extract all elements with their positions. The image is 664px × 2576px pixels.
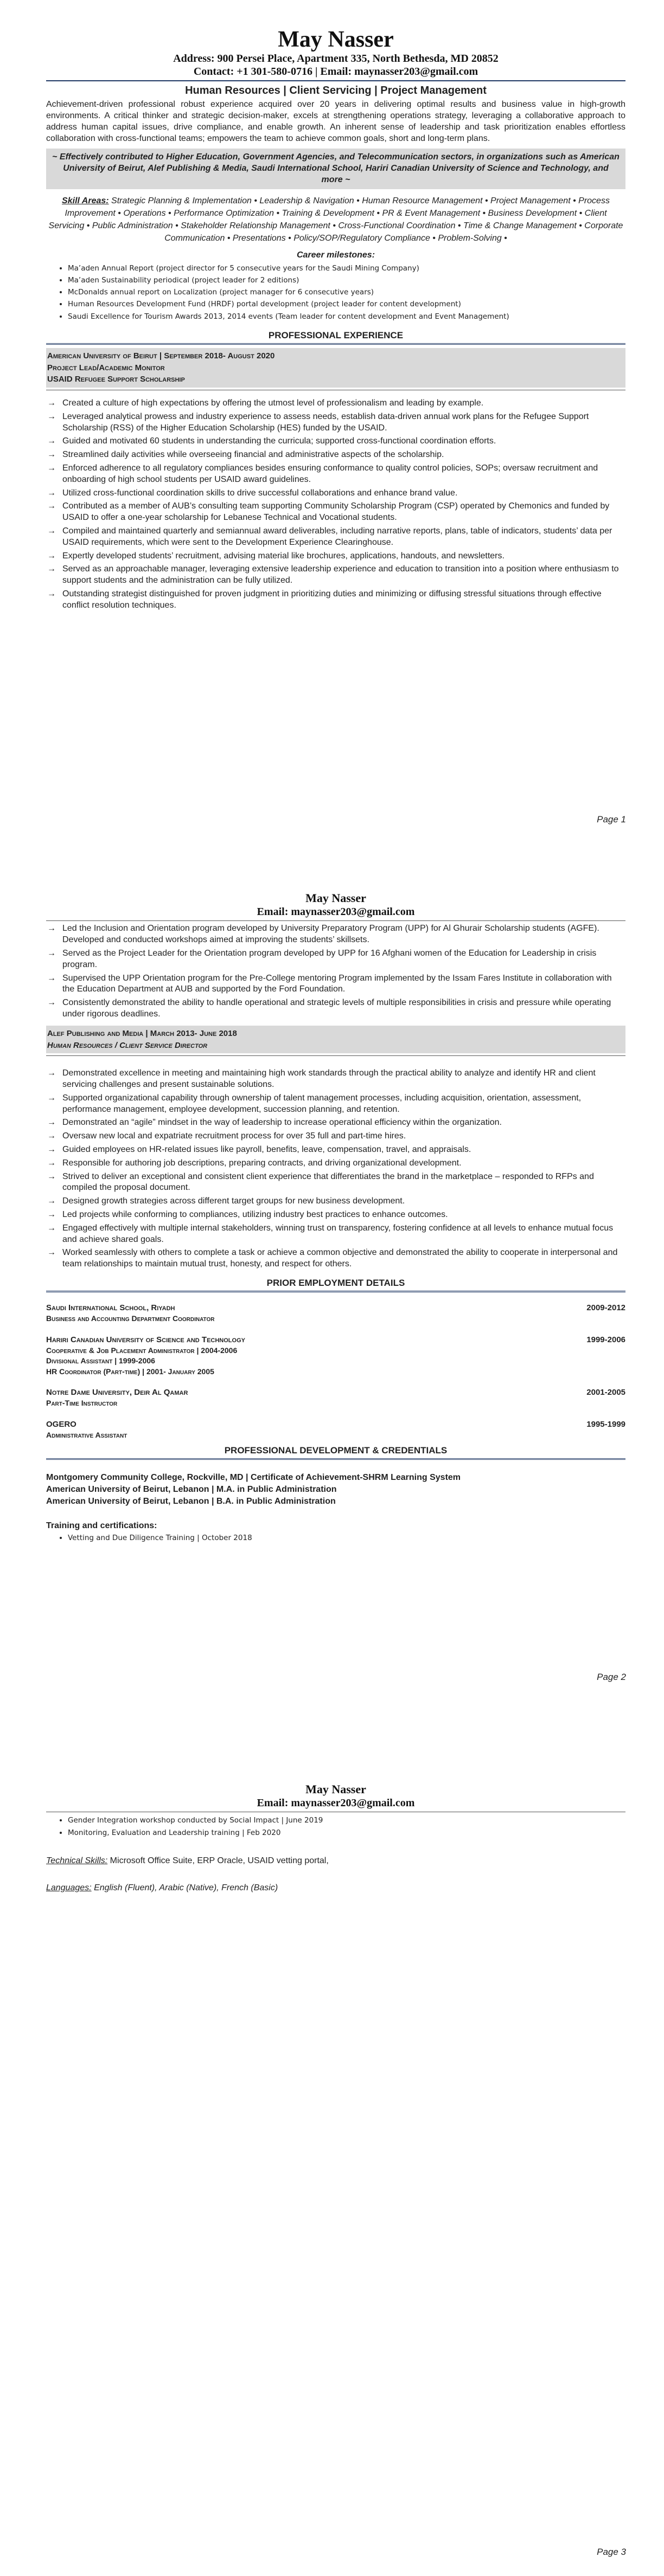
list-item: → Designed growth strategies across different target groups for new business development. <box>46 1196 625 1207</box>
arrow-icon: → <box>47 998 56 1008</box>
list-item: → Oversaw new local and expatriate recruitment process for over 35 full and part-time hires. <box>46 1131 625 1142</box>
training-title: Training and certifications: <box>46 1521 157 1530</box>
job-bullets-aub <box>46 398 625 611</box>
prior-years: 2009-2012 <box>586 1303 625 1313</box>
prior-org: Notre Dame University, Deir Al Qamar <box>46 1388 188 1398</box>
arrow-icon: → <box>47 551 56 561</box>
training-list <box>46 1532 625 1544</box>
job-role: Project Lead/Academic Monitor <box>47 363 165 372</box>
prior-years: 2001-2005 <box>586 1388 625 1398</box>
training-list-continued <box>46 1814 625 1839</box>
prior-role: Part-Time Instructor <box>46 1399 118 1408</box>
contact-line: Contact: +1 301-580-0716 | Email: maynasser203@gmail.com <box>193 66 478 78</box>
list-item: → Worked seamlessly with others to complete a task or achieve a common objective and demonstrated the ability to cooperate in interpersonal and team relationships to maintain mutual trust, honesty, and respect for others. <box>47 1248 618 1269</box>
list-item: → Led projects while conforming to compliances, utilizing industry best practices to enhance outcomes. <box>46 1209 625 1221</box>
page-header-email: Email: maynasser203@gmail.com <box>257 906 415 918</box>
arrow-icon: → <box>47 1248 56 1258</box>
list-item: • Human Resources Development Fund (HRDF) portal development (project leader for content development) <box>68 298 625 310</box>
section-rule <box>46 343 625 345</box>
list-item: → Consistently demonstrated the ability to handle operational and strategic levels of multiple responsibilities in crisis and pressure while operating under rigorous deadlines. <box>47 998 611 1019</box>
prior-job-ssi <box>46 1302 625 1324</box>
list-item: • Ma’aden Sustainability periodical (project leader for 2 editions) <box>68 274 625 286</box>
arrow-icon: → <box>47 948 56 958</box>
list-item: → Responsible for authoring job descriptions, preparing contracts, and driving organizational development. <box>46 1158 625 1169</box>
section-rule <box>46 1458 625 1460</box>
arrow-icon: → <box>47 463 56 473</box>
arrow-icon: → <box>47 450 56 460</box>
prior-job-ogero <box>46 1419 625 1441</box>
header-rule <box>46 80 625 81</box>
headline: Human Resources | Client Servicing | Project Management <box>185 85 487 97</box>
arrow-icon: → <box>47 564 56 574</box>
prior-org: Saudi International School, Riyadh <box>46 1303 175 1313</box>
sector-highlight: ~ Effectively contributed to Higher Education, Government Agencies, and Telecommunication sectors, in organizations such as American University of Beirut, Alef Publishing & Media, Saudi International School, Hariri Canadian University of Science and Technology, and more ~ <box>46 149 625 189</box>
prior-role: Administrative Assistant <box>46 1430 127 1439</box>
skill-areas-text: Strategic Planning & Implementation • Leadership & Navigation • Human Resource Management • Project Management • Process Improvement • Operations • Performance Optimization • Training & Development • PR & Event Management • Business Development • Client Servicing • Public Administration • Stakeholder Relationship Management • Cross-Functional Coordination • Time & Change Management • Corporate Communication • Presentations • Policy/SOP/Regulatory Compliance • Problem-Solving • <box>48 196 623 243</box>
list-item: → Engaged effectively with multiple internal stakeholders, winning trust on transparency, fostering confidence at all levels to enhance mutual focus and achieve shared goals. <box>47 1223 614 1244</box>
list-item: → Created a culture of high expectations by offering the utmost level of professionalism and leading by example. <box>46 398 625 409</box>
arrow-icon: → <box>47 398 56 408</box>
list-item: → Strived to deliver an exceptional and consistent client experience that differentiates the brand in the marketplace – responded to RFPs and compiled the proposal document. <box>47 1171 594 1193</box>
list-item: → Contributed as a member of AUB’s consulting team supporting Community Scholarship Program (CSP) operated by Chemonics and funded by USAID to offer a one-year scholarship for Lebanese Technical and Vocational students. <box>47 501 610 523</box>
resume-page-3 <box>0 1717 664 2576</box>
prior-org: Hariri Canadian University of Science and Technology <box>46 1335 245 1344</box>
technical-skills-label: Technical Skills: <box>46 1856 108 1865</box>
job-bullets-alef <box>46 1068 625 1270</box>
list-item: • Ma’aden Annual Report (project director for 5 consecutive years for the Saudi Mining Company) <box>68 262 625 274</box>
arrow-icon: → <box>47 1223 56 1233</box>
page-number: Page 3 <box>597 2547 626 2557</box>
languages-label: Languages: <box>46 1883 92 1892</box>
page-header-name: May Nasser <box>305 1782 366 1796</box>
list-item: • Vetting and Due Diligence Training | October 2018 <box>68 1532 625 1544</box>
job-header-alef <box>46 1026 625 1054</box>
arrow-icon: → <box>47 1145 56 1155</box>
header-rule <box>46 920 625 921</box>
arrow-icon: → <box>47 924 56 933</box>
list-item: → Led the Inclusion and Orientation program developed by University Preparatory Program (UPP) for Al Ghurair Scholarship students (AGFE). Developed and conducted workshops aimed at improving the students’ skillsets. <box>47 924 599 945</box>
summary-paragraph: Achievement-driven professional robust experience acquired over 20 years in delivering optimal results and business value in high-growth environments. A critical thinker and strategic decision-maker, excels at strengthening operations strategy, leveraging a collaborative approach to address human capital issues, drive compliance, and enable growth. An inherent sense of leadership and task prioritization enables effortless collaboration with cross-functional teams; empowers the team to achieve common goals, short and long-term plans. <box>46 100 625 143</box>
credential-item: American University of Beirut, Lebanon | M.A. in Public Administration <box>46 1484 337 1494</box>
prior-years: 1999-2006 <box>586 1335 625 1344</box>
job-header-aub <box>46 348 625 388</box>
list-item: → Demonstrated excellence in meeting and maintaining high work standards through the practical ability to analyze and identify HR and client servicing challenges and present sustainable solutions. <box>47 1068 596 1090</box>
prior-job-hcu <box>46 1334 625 1377</box>
list-item: → Supported organizational capability through ownership of talent management processes, including acquisition, orientation, assessment, performance management, employee development, succession planning, and retention. <box>47 1093 582 1114</box>
candidate-name: May Nasser <box>278 27 394 52</box>
arrow-icon: → <box>47 589 56 599</box>
list-item: • Monitoring, Evaluation and Leadership training | Feb 2020 <box>68 1827 625 1839</box>
arrow-icon: → <box>47 1093 56 1103</box>
arrow-icon: → <box>47 411 56 421</box>
list-item: → Enforced adherence to all regulatory compliances besides ensuring conformance to quality control policies, SOPs; oversaw recruitment and onboarding of high school students per USAID award guidelines. <box>47 463 598 484</box>
list-item: → Guided and motivated 60 students in understanding the curricula; supported cross-functional coordination efforts. <box>46 436 625 447</box>
milestones-title: Career milestones: <box>296 250 375 260</box>
credential-item: Montgomery Community College, Rockville, MD | Certificate of Achievement-SHRM Learning System <box>46 1472 461 1482</box>
list-item: • McDonalds annual report on Localization (project manager for 6 consecutive years) <box>68 286 625 298</box>
list-item: → Compiled and maintained quarterly and semiannual award deliverables, including narrative reports, plans, table of indicators, students’ data per USAID requirements, which were sent to the Development Experience Clearinghouse. <box>47 526 612 547</box>
arrow-icon: → <box>47 488 56 498</box>
prior-role: Divisional Assistant | 1999-2006 <box>46 1356 155 1366</box>
arrow-icon: → <box>47 1210 56 1220</box>
resume-page-1 <box>0 0 664 859</box>
languages <box>46 1883 625 1893</box>
experience-title: PROFESSIONAL EXPERIENCE <box>268 330 404 340</box>
job-program: USAID Refugee Support Scholarship <box>47 375 185 384</box>
job-rule <box>46 1055 625 1056</box>
arrow-icon: → <box>47 1118 56 1128</box>
credentials-title: PROFESSIONAL DEVELOPMENT & CREDENTIALS <box>224 1445 448 1456</box>
job-org: American University of Beirut | September 2018- August 2020 <box>47 351 275 360</box>
technical-skills-text: Microsoft Office Suite, ERP Oracle, USAID vetting portal, <box>107 1856 329 1865</box>
job-role: Human Resources / Client Service Director <box>47 1040 208 1050</box>
list-item: → Utilized cross-functional coordination skills to drive successful collaborations and enhance brand value. <box>46 488 625 499</box>
prior-org: OGERO <box>46 1419 76 1429</box>
arrow-icon: → <box>47 1131 56 1141</box>
page-number: Page 1 <box>597 814 626 825</box>
skill-areas-label: Skill Areas: <box>62 196 109 205</box>
arrow-icon: → <box>47 436 56 446</box>
arrow-icon: → <box>47 1158 56 1168</box>
prior-job-ndu <box>46 1387 625 1409</box>
address-line: Address: 900 Persei Place, Apartment 335, North Bethesda, MD 20852 <box>173 53 499 65</box>
technical-skills <box>46 1856 625 1866</box>
page-header-name: May Nasser <box>305 891 366 905</box>
list-item: → Demonstrated an “agile” mindset in the way of leadership to increase operational efficiency within the organization. <box>46 1117 625 1129</box>
prior-employment-title: PRIOR EMPLOYMENT DETAILS <box>266 1278 405 1289</box>
list-item: → Guided employees on HR-related issues like payroll, benefits, leave, compensation, travel, and appraisals. <box>46 1144 625 1156</box>
prior-role: HR Coordinator (Part-time) | 2001- January 2005 <box>46 1367 214 1376</box>
arrow-icon: → <box>47 1171 56 1181</box>
prior-role: Business and Accounting Department Coordinator <box>46 1314 215 1323</box>
list-item: → Streamlined daily activities while overseeing financial and administrative aspects of the scholarship. <box>46 449 625 461</box>
milestones-list <box>46 262 625 323</box>
resume-page-2 <box>0 859 664 1717</box>
arrow-icon: → <box>47 973 56 983</box>
credentials-list <box>46 1472 625 1508</box>
list-item: → Leveraged analytical prowess and industry experience to assess needs, establish data-driven annual work plans for the Refugee Support Scholarship (RSS) of the Higher Education Scholarship (HES) funded by the USAID. <box>47 411 589 433</box>
list-item: • Gender Integration workshop conducted by Social Impact | June 2019 <box>68 1814 625 1826</box>
list-item: • Saudi Excellence for Tourism Awards 2013, 2014 events (Team leader for content development and Event Management) <box>68 311 625 323</box>
skill-areas <box>46 195 625 245</box>
job-org: Alef Publishing and Media | March 2013- June 2018 <box>47 1028 237 1038</box>
prior-role: Cooperative & Job Placement Administrator | 2004-2006 <box>46 1345 238 1355</box>
page-header-email: Email: maynasser203@gmail.com <box>257 1797 415 1809</box>
job-bullets-aub-continued <box>46 923 625 1020</box>
list-item: → Outstanding strategist distinguished for proven judgment in prioritizing duties and minimizing or diffusing stressful situations through effective conflict resolution techniques. <box>47 589 602 610</box>
credential-item: American University of Beirut, Lebanon | B.A. in Public Administration <box>46 1497 336 1506</box>
prior-years: 1995-1999 <box>586 1419 625 1429</box>
arrow-icon: → <box>47 1196 56 1206</box>
languages-text: English (Fluent), Arabic (Native), French (Basic) <box>91 1883 278 1892</box>
page-number: Page 2 <box>597 1672 626 1682</box>
arrow-icon: → <box>47 501 56 511</box>
section-rule <box>46 1291 625 1292</box>
list-item: → Served as the Project Leader for the Orientation program developed by UPP for 16 Afghani women of the Education for Leadership in crisis program. <box>47 948 597 969</box>
arrow-icon: → <box>47 526 56 536</box>
list-item: → Expertly developed students’ recruitment, advising material like brochures, applications, handouts, and newsletters. <box>46 551 625 562</box>
list-item: → Served as an approachable manager, leveraging extensive leadership experience and education to transition into a position where enthusiasm to support students and the administration can be fully utilized. <box>47 564 619 585</box>
arrow-icon: → <box>47 1068 56 1078</box>
list-item: → Supervised the UPP Orientation program for the Pre-College mentoring Program implemented by the Issam Fares Institute in collaboration with the Education Department at AUB and supported by the Ford Foundation. <box>47 973 612 994</box>
